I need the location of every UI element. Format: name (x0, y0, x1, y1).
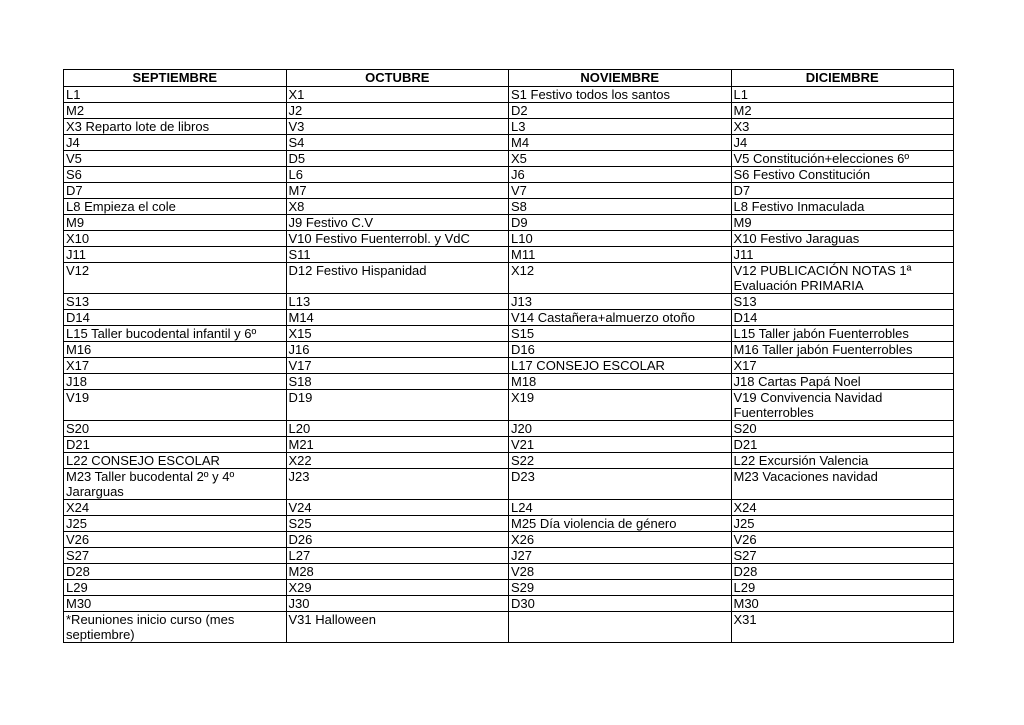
day-cell-septiembre-30: M30 (64, 596, 287, 612)
calendar-header (64, 70, 954, 87)
day-cell-noviembre-21: V21 (509, 437, 732, 453)
day-cell-diciembre-22: L22 Excursión Valencia (731, 453, 954, 469)
day-cell-diciembre-24: X24 (731, 500, 954, 516)
day-cell-noviembre-9: D9 (509, 215, 732, 231)
day-cell-septiembre-20: S20 (64, 421, 287, 437)
day-cell-diciembre-7: D7 (731, 183, 954, 199)
month-header-septiembre: SEPTIEMBRE (64, 70, 287, 87)
day-cell-octubre-29: X29 (286, 580, 509, 596)
day-cell-diciembre-21: D21 (731, 437, 954, 453)
day-cell-octubre-10: V10 Festivo Fuenterrobl. y VdC (286, 231, 509, 247)
day-cell-octubre-13: L13 (286, 294, 509, 310)
day-cell-noviembre-29: S29 (509, 580, 732, 596)
day-cell-septiembre-31: *Reuniones inicio curso (mes septiembre) (64, 612, 287, 643)
day-cell-noviembre-15: S15 (509, 326, 732, 342)
day-cell-noviembre-10: L10 (509, 231, 732, 247)
day-cell-septiembre-17: X17 (64, 358, 287, 374)
day-cell-octubre-30: J30 (286, 596, 509, 612)
calendar-body (64, 87, 954, 643)
day-cell-septiembre-21: D21 (64, 437, 287, 453)
day-cell-diciembre-26: V26 (731, 532, 954, 548)
day-cell-noviembre-8: S8 (509, 199, 732, 215)
day-cell-octubre-8: X8 (286, 199, 509, 215)
day-cell-diciembre-29: L29 (731, 580, 954, 596)
calendar-row-30 (64, 596, 954, 612)
calendar-row-15 (64, 326, 954, 342)
day-cell-diciembre-10: X10 Festivo Jaraguas (731, 231, 954, 247)
document-page (63, 69, 954, 643)
day-cell-noviembre-5: X5 (509, 151, 732, 167)
day-cell-diciembre-5: V5 Constitución+elecciones 6º (731, 151, 954, 167)
calendar-row-21 (64, 437, 954, 453)
day-cell-octubre-1: X1 (286, 87, 509, 103)
day-cell-septiembre-29: L29 (64, 580, 287, 596)
day-cell-septiembre-1: L1 (64, 87, 287, 103)
day-cell-noviembre-4: M4 (509, 135, 732, 151)
calendar-row-24 (64, 500, 954, 516)
day-cell-diciembre-20: S20 (731, 421, 954, 437)
day-cell-octubre-3: V3 (286, 119, 509, 135)
day-cell-noviembre-27: J27 (509, 548, 732, 564)
day-cell-octubre-4: S4 (286, 135, 509, 151)
day-cell-diciembre-18: J18 Cartas Papá Noel (731, 374, 954, 390)
day-cell-septiembre-23: M23 Taller bucodental 2º y 4º Jararguas (64, 469, 287, 500)
day-cell-noviembre-20: J20 (509, 421, 732, 437)
day-cell-octubre-17: V17 (286, 358, 509, 374)
day-cell-diciembre-13: S13 (731, 294, 954, 310)
day-cell-diciembre-23: M23 Vacaciones navidad (731, 469, 954, 500)
school-calendar-table (63, 69, 954, 643)
day-cell-diciembre-1: L1 (731, 87, 954, 103)
day-cell-septiembre-9: M9 (64, 215, 287, 231)
day-cell-octubre-7: M7 (286, 183, 509, 199)
day-cell-diciembre-30: M30 (731, 596, 954, 612)
calendar-row-8 (64, 199, 954, 215)
day-cell-septiembre-14: D14 (64, 310, 287, 326)
day-cell-octubre-12: D12 Festivo Hispanidad (286, 263, 509, 294)
day-cell-septiembre-15: L15 Taller bucodental infantil y 6º (64, 326, 287, 342)
day-cell-septiembre-5: V5 (64, 151, 287, 167)
month-header-diciembre: DICIEMBRE (731, 70, 954, 87)
day-cell-diciembre-4: J4 (731, 135, 954, 151)
day-cell-octubre-6: L6 (286, 167, 509, 183)
day-cell-diciembre-12: V12 PUBLICACIÓN NOTAS 1ª Evaluación PRIMARIA (731, 263, 954, 294)
day-cell-octubre-28: M28 (286, 564, 509, 580)
day-cell-noviembre-11: M11 (509, 247, 732, 263)
day-cell-septiembre-12: V12 (64, 263, 287, 294)
day-cell-noviembre-25: M25 Día violencia de género (509, 516, 732, 532)
day-cell-noviembre-7: V7 (509, 183, 732, 199)
day-cell-septiembre-26: V26 (64, 532, 287, 548)
day-cell-septiembre-8: L8 Empieza el cole (64, 199, 287, 215)
day-cell-noviembre-31 (509, 612, 732, 643)
calendar-row-10 (64, 231, 954, 247)
calendar-row-23 (64, 469, 954, 500)
calendar-row-1 (64, 87, 954, 103)
day-cell-noviembre-22: S22 (509, 453, 732, 469)
day-cell-septiembre-25: J25 (64, 516, 287, 532)
day-cell-octubre-18: S18 (286, 374, 509, 390)
calendar-row-28 (64, 564, 954, 580)
day-cell-septiembre-16: M16 (64, 342, 287, 358)
day-cell-octubre-31: V31 Halloween (286, 612, 509, 643)
day-cell-noviembre-12: X12 (509, 263, 732, 294)
day-cell-septiembre-19: V19 (64, 390, 287, 421)
day-cell-diciembre-31: X31 (731, 612, 954, 643)
day-cell-septiembre-18: J18 (64, 374, 287, 390)
calendar-row-16 (64, 342, 954, 358)
day-cell-septiembre-24: X24 (64, 500, 287, 516)
day-cell-septiembre-22: L22 CONSEJO ESCOLAR (64, 453, 287, 469)
day-cell-septiembre-13: S13 (64, 294, 287, 310)
day-cell-octubre-24: V24 (286, 500, 509, 516)
calendar-row-27 (64, 548, 954, 564)
day-cell-noviembre-14: V14 Castañera+almuerzo otoño (509, 310, 732, 326)
day-cell-noviembre-24: L24 (509, 500, 732, 516)
calendar-row-29 (64, 580, 954, 596)
day-cell-diciembre-9: M9 (731, 215, 954, 231)
calendar-row-5 (64, 151, 954, 167)
day-cell-diciembre-27: S27 (731, 548, 954, 564)
calendar-row-22 (64, 453, 954, 469)
day-cell-septiembre-2: M2 (64, 103, 287, 119)
day-cell-octubre-2: J2 (286, 103, 509, 119)
day-cell-septiembre-7: D7 (64, 183, 287, 199)
day-cell-octubre-25: S25 (286, 516, 509, 532)
day-cell-noviembre-26: X26 (509, 532, 732, 548)
calendar-row-9 (64, 215, 954, 231)
day-cell-septiembre-11: J11 (64, 247, 287, 263)
day-cell-diciembre-17: X17 (731, 358, 954, 374)
calendar-row-11 (64, 247, 954, 263)
day-cell-octubre-19: D19 (286, 390, 509, 421)
day-cell-noviembre-16: D16 (509, 342, 732, 358)
month-header-noviembre: NOVIEMBRE (509, 70, 732, 87)
day-cell-octubre-14: M14 (286, 310, 509, 326)
day-cell-noviembre-23: D23 (509, 469, 732, 500)
calendar-row-26 (64, 532, 954, 548)
day-cell-diciembre-3: X3 (731, 119, 954, 135)
calendar-row-14 (64, 310, 954, 326)
day-cell-noviembre-2: D2 (509, 103, 732, 119)
calendar-row-31 (64, 612, 954, 643)
day-cell-diciembre-16: M16 Taller jabón Fuenterrobles (731, 342, 954, 358)
day-cell-noviembre-19: X19 (509, 390, 732, 421)
day-cell-diciembre-14: D14 (731, 310, 954, 326)
day-cell-diciembre-28: D28 (731, 564, 954, 580)
day-cell-octubre-15: X15 (286, 326, 509, 342)
day-cell-septiembre-4: J4 (64, 135, 287, 151)
calendar-row-17 (64, 358, 954, 374)
calendar-row-7 (64, 183, 954, 199)
calendar-row-12 (64, 263, 954, 294)
day-cell-diciembre-11: J11 (731, 247, 954, 263)
calendar-row-25 (64, 516, 954, 532)
day-cell-octubre-26: D26 (286, 532, 509, 548)
day-cell-septiembre-10: X10 (64, 231, 287, 247)
day-cell-noviembre-1: S1 Festivo todos los santos (509, 87, 732, 103)
calendar-row-2 (64, 103, 954, 119)
day-cell-noviembre-6: J6 (509, 167, 732, 183)
calendar-row-13 (64, 294, 954, 310)
calendar-row-3 (64, 119, 954, 135)
day-cell-noviembre-3: L3 (509, 119, 732, 135)
day-cell-diciembre-25: J25 (731, 516, 954, 532)
day-cell-diciembre-2: M2 (731, 103, 954, 119)
day-cell-septiembre-27: S27 (64, 548, 287, 564)
day-cell-diciembre-15: L15 Taller jabón Fuenterrobles (731, 326, 954, 342)
day-cell-septiembre-28: D28 (64, 564, 287, 580)
day-cell-septiembre-3: X3 Reparto lote de libros (64, 119, 287, 135)
month-header-octubre: OCTUBRE (286, 70, 509, 87)
day-cell-octubre-9: J9 Festivo C.V (286, 215, 509, 231)
month-header-row (64, 70, 954, 87)
day-cell-diciembre-8: L8 Festivo Inmaculada (731, 199, 954, 215)
day-cell-octubre-20: L20 (286, 421, 509, 437)
day-cell-octubre-11: S11 (286, 247, 509, 263)
day-cell-octubre-23: J23 (286, 469, 509, 500)
calendar-row-6 (64, 167, 954, 183)
calendar-row-19 (64, 390, 954, 421)
day-cell-octubre-27: L27 (286, 548, 509, 564)
day-cell-octubre-21: M21 (286, 437, 509, 453)
day-cell-octubre-5: D5 (286, 151, 509, 167)
day-cell-noviembre-28: V28 (509, 564, 732, 580)
day-cell-diciembre-19: V19 Convivencia Navidad Fuenterrobles (731, 390, 954, 421)
day-cell-noviembre-18: M18 (509, 374, 732, 390)
day-cell-noviembre-17: L17 CONSEJO ESCOLAR (509, 358, 732, 374)
day-cell-diciembre-6: S6 Festivo Constitución (731, 167, 954, 183)
day-cell-octubre-16: J16 (286, 342, 509, 358)
day-cell-noviembre-13: J13 (509, 294, 732, 310)
day-cell-octubre-22: X22 (286, 453, 509, 469)
day-cell-noviembre-30: D30 (509, 596, 732, 612)
calendar-row-4 (64, 135, 954, 151)
day-cell-septiembre-6: S6 (64, 167, 287, 183)
calendar-row-20 (64, 421, 954, 437)
calendar-row-18 (64, 374, 954, 390)
